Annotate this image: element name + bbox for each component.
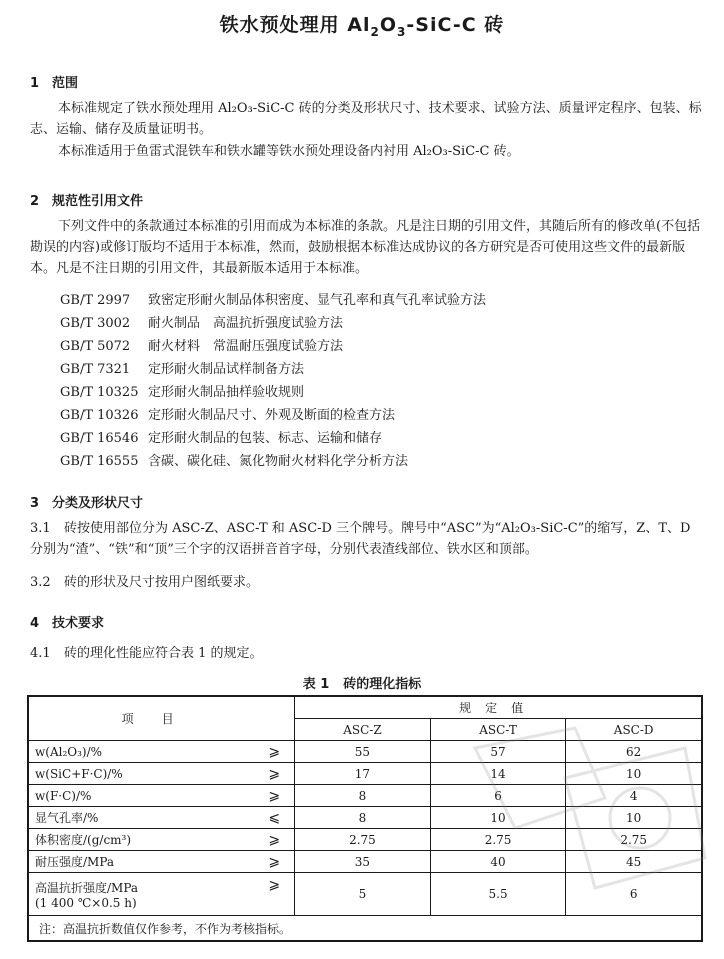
section-1-paragraph-1: 本标准规定了铁水预处理用 Al₂O₃-SiC-C 砖的分类及形状尺寸、技术要求、试验方法、质量评定程序、包装、标志、运输、储存及质量证明书。 bbox=[30, 101, 702, 137]
table-cell: 4 bbox=[566, 785, 702, 807]
table-row bbox=[28, 851, 702, 873]
table-cell: 5.5 bbox=[430, 873, 566, 916]
clause-3-2: 3.2 砖的形状及尺寸按用户图纸要求。 bbox=[30, 575, 260, 590]
table-cell: 2.75 bbox=[430, 829, 566, 851]
document-title: 铁水预处理用 $Al_2O_3-SiC-C$ 砖 bbox=[219, 14, 505, 39]
table-row bbox=[28, 873, 702, 916]
table-cell: 10 bbox=[566, 807, 702, 829]
reference-item: GB/T 10325 定形耐火制品抽样验收规则 bbox=[60, 385, 305, 400]
table-cell: 10 bbox=[566, 763, 702, 785]
table-note-row bbox=[28, 916, 702, 942]
table-caption: 表 1 砖的理化指标 bbox=[302, 677, 422, 692]
clause-4-1: 4.1 砖的理化性能应符合表 1 的规定。 bbox=[30, 646, 263, 661]
table-row bbox=[28, 785, 702, 807]
table-cell: 35 bbox=[295, 851, 431, 873]
section-3-heading: 3 分类及形状尺寸 bbox=[30, 496, 144, 511]
table-cell: 55 bbox=[295, 741, 431, 763]
row-label: w(F·C)/% ⩾ bbox=[28, 785, 295, 807]
reference-item: GB/T 5072 耐火材料 常温耐压强度试验方法 bbox=[60, 339, 344, 354]
table-cell: 10 bbox=[430, 807, 566, 829]
row-label: w(Al₂O₃)/% ⩾ bbox=[28, 741, 295, 763]
table-cell: 6 bbox=[430, 785, 566, 807]
section-1-heading: 1 范围 bbox=[30, 76, 79, 91]
col-header: ASC-T bbox=[430, 719, 566, 741]
section-2-heading: 2 规范性引用文件 bbox=[30, 194, 144, 209]
reference-item: GB/T 16555 含碳、碳化硅、氮化物耐火材料化学分析方法 bbox=[60, 454, 409, 469]
col-header: ASC-Z bbox=[295, 719, 431, 741]
table-cell: 17 bbox=[295, 763, 431, 785]
table-cell: 62 bbox=[566, 741, 702, 763]
table-row bbox=[28, 807, 702, 829]
col-header: ASC-D bbox=[566, 719, 702, 741]
reference-item: GB/T 7321 定形耐火制品试样制备方法 bbox=[60, 362, 305, 377]
comparison-symbol: ⩾ bbox=[268, 787, 281, 804]
table-cell: 6 bbox=[566, 873, 702, 916]
table-cell: 45 bbox=[566, 851, 702, 873]
table-cell: 2.75 bbox=[295, 829, 431, 851]
table-header-row bbox=[28, 696, 702, 719]
section-2-paragraph: 下列文件中的条款通过本标准的引用而成为本标准的条款。凡是注日期的引用文件，其随后所有的修改单(不包括勘误的内容)或修订版均不适用于本标准，然而，鼓励根据本标准达成协议的各方研究是否可使用这些文件的最新版本。凡是不注日期的引用文件，其最新版本适用于本标准。 bbox=[30, 219, 701, 276]
table-note: 注：高温抗折数值仅作参考，不作为考核指标。 bbox=[28, 916, 702, 942]
table-cell: 5 bbox=[295, 873, 431, 916]
table-row bbox=[28, 829, 702, 851]
clause-3-1: 3.1 砖按使用部位分为 ASC-Z、ASC-T 和 ASC-D 三个牌号。牌号中“ASC”为“Al₂O₃-SiC-C”的缩写，Z、T、D 分别为“渣”、“铁”和“顶”三个字的汉语拼音首字母，分别代表渣线部位、铁水区和顶部。 bbox=[30, 521, 691, 557]
reference-item: GB/T 3002 耐火制品 高温抗折强度试验方法 bbox=[60, 316, 344, 331]
comparison-symbol: ⩾ bbox=[268, 853, 281, 870]
comparison-symbol: ⩾ bbox=[268, 743, 281, 760]
row-label: 耐压强度/MPa ⩾ bbox=[28, 851, 295, 873]
row-label: w(SiC+F·C)/% ⩾ bbox=[28, 763, 295, 785]
table-cell: 2.75 bbox=[566, 829, 702, 851]
comparison-symbol: ⩽ bbox=[268, 809, 281, 826]
table-row bbox=[28, 763, 702, 785]
comparison-symbol: ⩾ bbox=[268, 765, 281, 782]
reference-item: GB/T 10326 定形耐火制品尺寸、外观及断面的检查方法 bbox=[60, 408, 396, 423]
header-item: 项目 bbox=[28, 696, 295, 741]
properties-table bbox=[27, 695, 703, 942]
reference-item: GB/T 2997 致密定形耐火制品体积密度、显气孔率和真气孔率试验方法 bbox=[60, 293, 487, 308]
table-cell: 8 bbox=[295, 807, 431, 829]
row-label: 体积密度/(g/cm³) ⩾ bbox=[28, 829, 295, 851]
comparison-symbol: ⩾ bbox=[268, 831, 281, 848]
row-label: 高温抗折强度/MPa (1 400 ℃×0.5 h) ⩾ bbox=[28, 873, 295, 916]
section-4-heading: 4 技术要求 bbox=[30, 616, 105, 631]
table-cell: 14 bbox=[430, 763, 566, 785]
table-row bbox=[28, 741, 702, 763]
reference-item: GB/T 16546 定形耐火制品的包装、标志、运输和储存 bbox=[60, 431, 383, 446]
table-cell: 8 bbox=[295, 785, 431, 807]
section-1-paragraph-2: 本标准适用于鱼雷式混铁车和铁水罐等铁水预处理设备内衬用 Al₂O₃-SiC-C 砖。 bbox=[58, 144, 520, 159]
comparison-symbol: ⩾ bbox=[268, 877, 281, 893]
table-cell: 40 bbox=[430, 851, 566, 873]
header-value: 规定值 bbox=[295, 696, 702, 719]
table-cell: 57 bbox=[430, 741, 566, 763]
row-label: 显气孔率/% ⩽ bbox=[28, 807, 295, 829]
